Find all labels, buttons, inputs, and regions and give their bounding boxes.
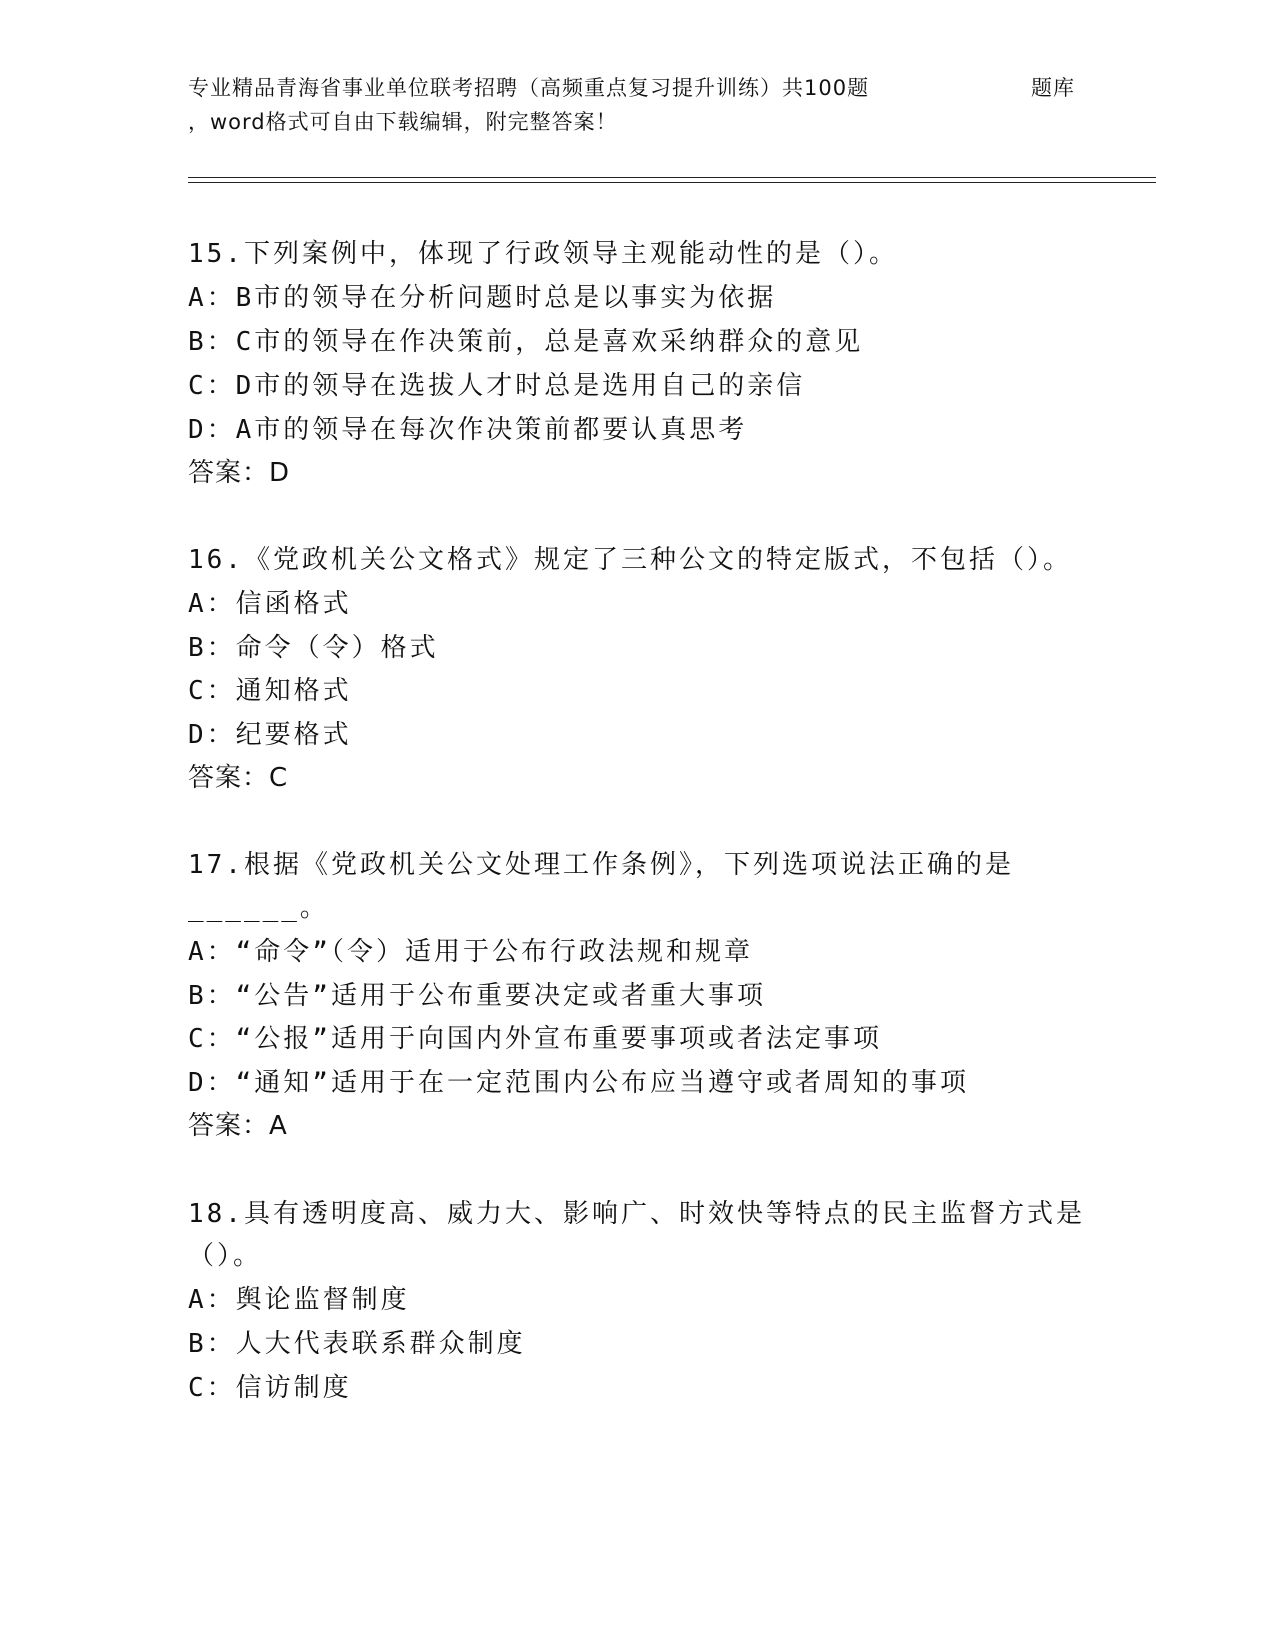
option-d: D：纪要格式 bbox=[188, 720, 352, 750]
option-d: D：A市的领导在每次作决策前都要认真思考 bbox=[188, 415, 748, 445]
option-c: C：通知格式 bbox=[188, 676, 352, 706]
header-tag: 题库 bbox=[1031, 76, 1075, 100]
option-c: C：信访制度 bbox=[188, 1373, 352, 1403]
option-a: A：B市的领导在分析问题时总是以事实为依据 bbox=[188, 283, 777, 313]
answer-text: 答案：D bbox=[188, 458, 291, 488]
header-divider-top bbox=[188, 177, 1156, 178]
question-stem: 16.《党政机关公文格式》规定了三种公文的特定版式，不包括（）。 bbox=[188, 545, 1072, 575]
option-d: D：“通知”适用于在一定范围内公布应当遵守或者周知的事项 bbox=[188, 1068, 969, 1098]
option-a: A：舆论监督制度 bbox=[188, 1285, 410, 1315]
header-divider-bottom bbox=[188, 182, 1156, 183]
option-c: C：“公报”适用于向国内外宣布重要事项或者法定事项 bbox=[188, 1024, 882, 1054]
header-title: 专业精品青海省事业单位联考招聘（高频重点复习提升训练）共100题 bbox=[188, 76, 870, 100]
question-stem-continuation: （）。 bbox=[188, 1241, 263, 1271]
answer-text: 答案：A bbox=[188, 1111, 288, 1141]
document-header bbox=[188, 72, 1158, 142]
option-b: B：“公告”适用于公布重要决定或者重大事项 bbox=[188, 981, 766, 1011]
question-stem: 17.根据《党政机关公文处理工作条例》，下列选项说法正确的是 bbox=[188, 850, 1014, 880]
question-stem: 18.具有透明度高、威力大、影响广、时效快等特点的民主监督方式是 bbox=[188, 1199, 1085, 1229]
option-c: C：D市的领导在选拔人才时总是选用自己的亲信 bbox=[188, 371, 806, 401]
option-a: A：信函格式 bbox=[188, 589, 352, 619]
answer-text: 答案：C bbox=[188, 763, 289, 793]
option-b: B：C市的领导在作决策前，总是喜欢采纳群众的意见 bbox=[188, 327, 864, 357]
header-subtitle: ，word格式可自由下载编辑，附完整答案！ bbox=[188, 110, 618, 134]
question-stem: 15.下列案例中，体现了行政领导主观能动性的是（）。 bbox=[188, 239, 898, 269]
option-b: B：人大代表联系群众制度 bbox=[188, 1329, 526, 1359]
question-stem-continuation: ______。 bbox=[188, 893, 329, 923]
option-b: B：命令（令）格式 bbox=[188, 633, 439, 663]
option-a: A：“命令”（令）适用于公布行政法规和规章 bbox=[188, 937, 753, 967]
